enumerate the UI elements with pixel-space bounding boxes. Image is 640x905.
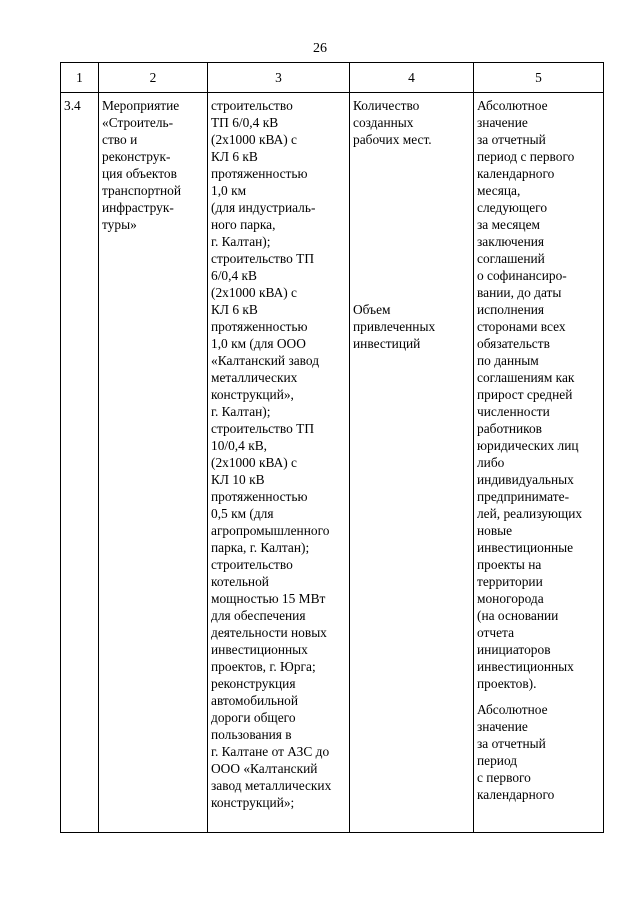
indicator-jobs-line: созданных: [353, 115, 414, 130]
description-line: строительство: [211, 98, 293, 113]
method-jobs-line: работников: [477, 421, 542, 436]
description-line: деятельности новых: [211, 625, 327, 640]
header-col-1: 1: [61, 63, 99, 93]
method-jobs-line: инициаторов: [477, 642, 551, 657]
description-line: КЛ 10 кВ: [211, 472, 265, 487]
description-line: дороги общего: [211, 710, 296, 725]
header-col-4: 4: [350, 63, 474, 93]
description-line: ТП 6/0,4 кВ: [211, 115, 279, 130]
method-jobs-line: обязательств: [477, 336, 550, 351]
description-line: пользования в: [211, 727, 292, 742]
method-investment-line: за отчетный: [477, 736, 546, 751]
row-number-cell: [61, 93, 99, 833]
method-jobs-line: либо: [477, 455, 505, 470]
method-jobs-line: исполнения: [477, 302, 545, 317]
method-cell: [474, 93, 604, 833]
measure-line: транспортной: [102, 183, 182, 198]
indicators-table: [60, 62, 604, 833]
method-investment-line: с первого: [477, 770, 531, 785]
description-line: металлических: [211, 370, 298, 385]
method-investment-line: календарного: [477, 787, 555, 802]
method-investment-line: Абсолютное: [477, 702, 548, 717]
description-line: конструкций»;: [211, 795, 295, 810]
description-line: КЛ 6 кВ: [211, 149, 258, 164]
row-number: 3.4: [64, 98, 81, 113]
table-header-row: [61, 63, 604, 93]
method-jobs-line: инвестиционные: [477, 540, 574, 555]
description-line: агропромышленного: [211, 523, 330, 538]
method-jobs-line: предпринимате-: [477, 489, 570, 504]
method-jobs-line: вании, до даты: [477, 285, 562, 300]
method-jobs-line: календарного: [477, 166, 555, 181]
method-investment-line: период: [477, 753, 518, 768]
measure-line: реконструк-: [102, 149, 171, 164]
indicator-investment-line: привлеченных: [353, 319, 436, 334]
method-jobs-line: заключения: [477, 234, 545, 249]
description-line: г. Калтане от АЗС до: [211, 744, 330, 759]
description-line: мощностью 15 МВт: [211, 591, 326, 606]
method-jobs-line: значение: [477, 115, 528, 130]
method-jobs-line: следующего: [477, 200, 548, 215]
description-line: 1,0 км (для ООО: [211, 336, 306, 351]
method-jobs-line: новые: [477, 523, 513, 538]
method-investment-line: значение: [477, 719, 528, 734]
description-line: (2x1000 кВА) с: [211, 285, 297, 300]
measure-line: «Строитель-: [102, 115, 174, 130]
description-line: реконструкция: [211, 676, 296, 691]
indicator-jobs-line: Количество: [353, 98, 420, 113]
method-jobs-line: численности: [477, 404, 550, 419]
indicator-investment-line: инвестиций: [353, 336, 421, 351]
method-jobs-line: прирост средней: [477, 387, 573, 402]
method-jobs-line: соглашений: [477, 251, 545, 266]
spacer: [477, 692, 600, 701]
header-col-2: 2: [99, 63, 208, 93]
measure-line: Мероприятие: [102, 98, 180, 113]
description-line: 6/0,4 кВ: [211, 268, 257, 283]
description-line: ного парка,: [211, 217, 276, 232]
description-line: (для индустриаль-: [211, 200, 316, 215]
method-jobs-line: месяца,: [477, 183, 521, 198]
method-jobs-line: соглашениям как: [477, 370, 575, 385]
measure-line: инфраструк-: [102, 200, 174, 215]
method-jobs-line: лей, реализующих: [477, 506, 583, 521]
method-jobs-line: Абсолютное: [477, 98, 548, 113]
description-line: инвестиционных: [211, 642, 308, 657]
method-jobs-line: проекты на: [477, 557, 542, 572]
description-line: протяженностью: [211, 319, 308, 334]
method-jobs-line: отчета: [477, 625, 515, 640]
method-jobs-line: моногорода: [477, 591, 544, 606]
indicator-jobs-line: рабочих мест.: [353, 132, 432, 147]
measure-line: ция объектов: [102, 166, 177, 181]
description-line: для обеспечения: [211, 608, 306, 623]
description-line: конструкций»,: [211, 387, 294, 402]
description-line: КЛ 6 кВ: [211, 302, 258, 317]
description-line: 10/0,4 кВ,: [211, 438, 267, 453]
method-jobs-line: территории: [477, 574, 543, 589]
measure-line: туры»: [102, 217, 137, 232]
description-line: «Калтанский завод: [211, 353, 320, 368]
method-jobs-line: юридических лиц: [477, 438, 579, 453]
description-line: 1,0 км: [211, 183, 247, 198]
method-jobs-line: о софинансиро-: [477, 268, 567, 283]
description-line: строительство ТП: [211, 421, 315, 436]
method-jobs-line: сторонами всех: [477, 319, 566, 334]
description-line: протяженностью: [211, 489, 308, 504]
description-line: г. Калтан);: [211, 234, 271, 249]
description-cell: [208, 93, 350, 833]
description-line: строительство: [211, 557, 293, 572]
table-row: [61, 93, 604, 833]
description-line: (2x1000 кВА) с: [211, 455, 297, 470]
description-line: строительство ТП: [211, 251, 315, 266]
method-jobs-line: (на основании: [477, 608, 559, 623]
header-col-5: 5: [474, 63, 604, 93]
method-jobs-line: период с первого: [477, 149, 575, 164]
method-jobs-line: за отчетный: [477, 132, 546, 147]
description-line: 0,5 км (для: [211, 506, 274, 521]
method-jobs-line: за месяцем: [477, 217, 541, 232]
method-jobs-line: по данным: [477, 353, 539, 368]
method-jobs-line: индивидуальных: [477, 472, 574, 487]
method-jobs-line: инвестиционных: [477, 659, 574, 674]
description-line: протяженностью: [211, 166, 308, 181]
measure-cell: [99, 93, 208, 833]
description-line: г. Калтан);: [211, 404, 271, 419]
description-line: (2x1000 кВА) с: [211, 132, 297, 147]
description-line: котельной: [211, 574, 269, 589]
method-jobs-line: проектов).: [477, 676, 537, 691]
indicator-cell: [350, 93, 474, 833]
description-line: парка, г. Калтан);: [211, 540, 310, 555]
spacer: [353, 148, 470, 301]
measure-line: ство и: [102, 132, 138, 147]
description-line: ООО «Калтанский: [211, 761, 318, 776]
description-line: проектов, г. Юрга;: [211, 659, 316, 674]
description-line: автомобильной: [211, 693, 299, 708]
indicator-investment-line: Объем: [353, 302, 391, 317]
page-number: 26: [313, 41, 327, 56]
description-line: завод металлических: [211, 778, 332, 793]
header-col-3: 3: [208, 63, 350, 93]
